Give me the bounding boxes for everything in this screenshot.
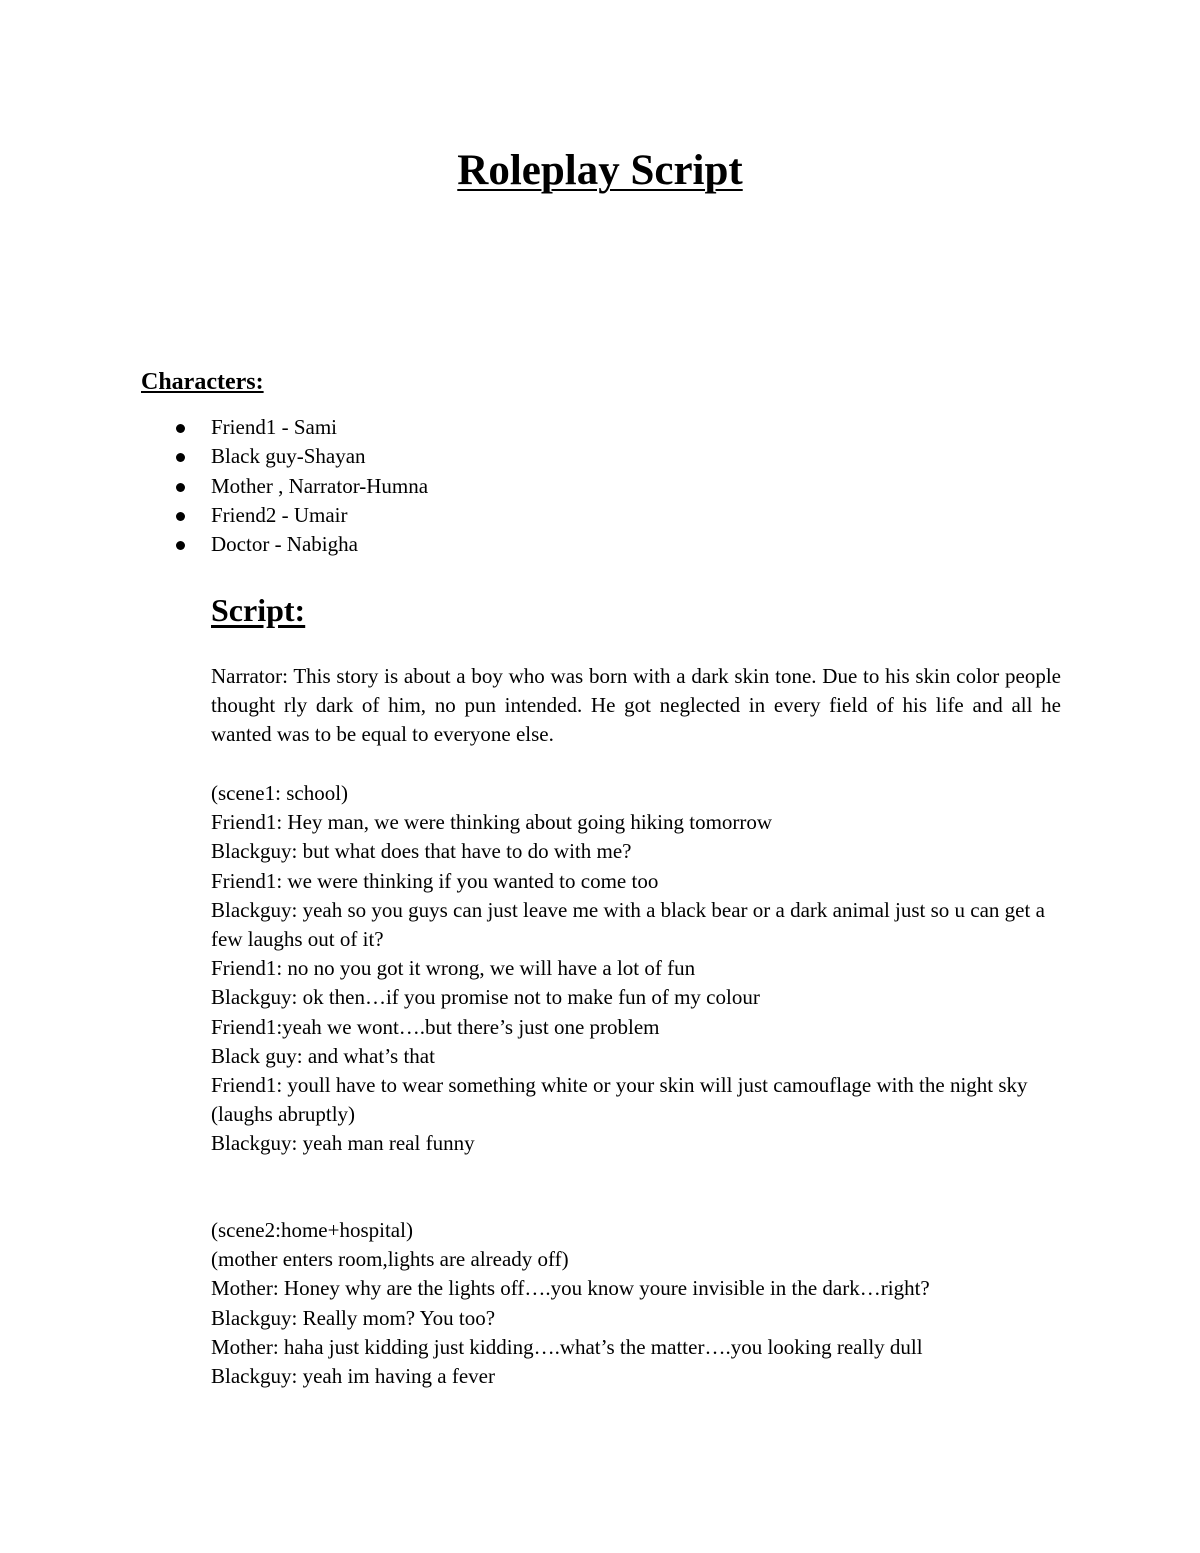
character-label: Doctor - Nabigha <box>211 532 358 557</box>
dialogue-line: Mother: Honey why are the lights off….you know youre invisible in the dark…right? <box>211 1276 930 1301</box>
dialogue-line: Friend1: we were thinking if you wanted to come too <box>211 868 659 893</box>
dialogue-line: Friend1: Hey man, we were thinking about going hiking tomorrow <box>211 810 773 835</box>
stage-direction: (mother enters room,lights are already off) <box>211 1247 569 1272</box>
bullet-icon <box>176 453 185 462</box>
scene1-block <box>211 779 1061 1159</box>
script-heading: Script: <box>211 592 306 628</box>
dialogue-line: Blackguy: but what does that have to do with me? <box>211 839 632 864</box>
dialogue-line: Blackguy: ok then…if you promise not to make fun of my colour <box>211 985 760 1010</box>
bullet-icon <box>176 541 185 550</box>
character-label: Black guy-Shayan <box>211 444 366 469</box>
scene1-heading: (scene1: school) <box>211 781 349 805</box>
dialogue-line: Blackguy: yeah im having a fever <box>211 1364 495 1389</box>
dialogue-line: Black guy: and what’s that <box>211 1043 435 1068</box>
dialogue-line: Mother: haha just kidding just kidding….what’s the matter….you looking really dull <box>211 1334 923 1359</box>
character-label: Friend1 - Sami <box>211 415 337 439</box>
bullet-icon <box>176 424 185 433</box>
dialogue-line: Friend1:yeah we wont….but there’s just one problem <box>211 1014 660 1039</box>
dialogue-line: Blackguy: Really mom? You too? <box>211 1305 496 1330</box>
document-title: Roleplay Script <box>457 147 743 194</box>
characters-heading: Characters: <box>141 369 264 395</box>
bullet-icon <box>176 512 185 521</box>
bullet-icon <box>176 483 185 492</box>
character-label: Mother , Narrator-Humna <box>211 473 429 498</box>
dialogue-line: Friend1: no no you got it wrong, we will have a lot of fun <box>211 956 696 981</box>
scene2-block <box>211 1216 1061 1391</box>
narration-paragraph: Narrator: This story is about a boy who was born with a dark skin tone. Due to his skin color people thought rly dark of him, no pun intended. He got neglected in every field of his life and all he wanted was to be equal to everyone else. <box>211 664 1061 747</box>
character-label: Friend2 - Umair <box>211 502 348 527</box>
dialogue-line: Friend1: youll have to wear something white or your skin will just camouflage with the night sky (laughs abruptly) <box>211 1073 1028 1127</box>
dialogue-line: Blackguy: yeah man real funny <box>211 1131 475 1156</box>
scene2-heading: (scene2:home+hospital) <box>211 1218 413 1242</box>
dialogue-line: Blackguy: yeah so you guys can just leave me with a black bear or a dark animal just so u can get a few laughs out of it? <box>211 897 1045 952</box>
